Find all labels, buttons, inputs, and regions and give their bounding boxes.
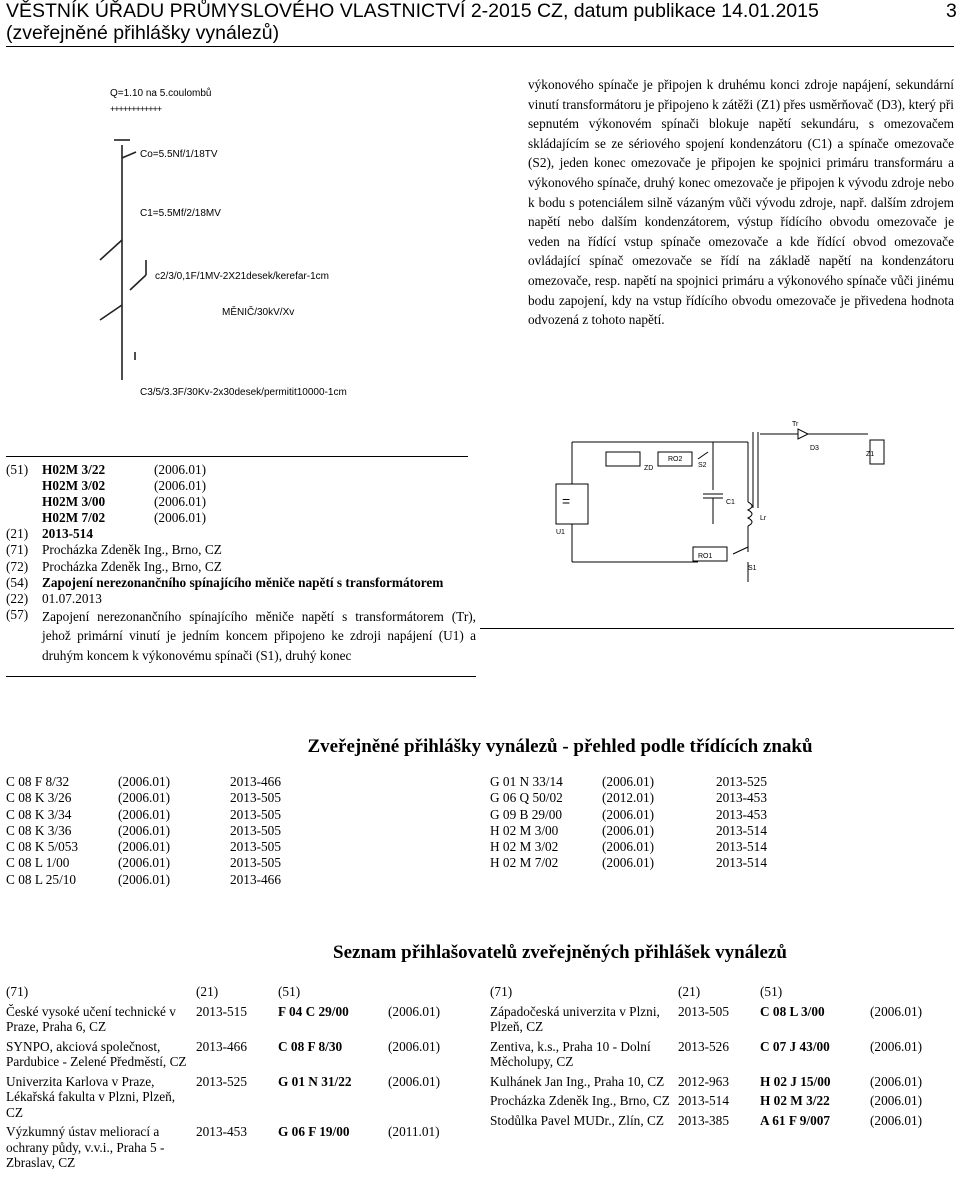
date: (2006.01) <box>870 1073 923 1089</box>
page-number: 3 <box>946 0 957 22</box>
class: C 08 F 8/32 <box>6 774 70 789</box>
app-no: 2013-505 <box>678 1003 729 1019</box>
svg-text:S2: S2 <box>698 462 707 469</box>
date: (2006.01) <box>118 790 171 806</box>
head-21: (21) <box>196 984 219 999</box>
sketch-plus-row: ++++++++++++ <box>110 104 162 114</box>
class: C 08 K 5/053 <box>6 839 79 855</box>
abstract-continuation: výkonového spínače je připojen k druhému konci zdroje napájení, sekundární vinutí transformátoru je připojeno k zátěži (Z1) přes usměrňovač (D3), který při sepnutém výkonovém spínači blokuje napětí sekundáru, s omezovačem skládajícím se ze sériového spojení kondenzátoru (C1) a spínače omezovače (S2), jeden konec omezovače je připojen ke spojnici primáru transformáru a výkonového spínače, druhý konec omezovače je připojen k vývodu zdroje nebo k bodu s potenciálem silně vázaným vůči vývodu zdroje, např. dalším zdrojem napětí nebo dalším kondenzátorem, výstup řídícího obvodu omezovače je veden na řídící vstup spínače omezovače a kde řídící obvod omezovače ovládající spínač omezovače se řídí na základě napětí na kondenzátoru omezovače, resp. napětí na spojnici primáru a výkonového spínače vůči jinému bodu zapojení, kdy na vstup řídícího obvodu omezovače je přivedena hodnota odvozená z tohoto napětí. <box>528 77 954 328</box>
applicant: Procházka Zdeněk Ing., Brno, CZ <box>42 542 222 558</box>
class-date: (2006.01) <box>154 494 207 510</box>
head-71: (71) <box>490 984 513 999</box>
class: A 61 F 9/007 <box>760 1112 831 1128</box>
date: (2006.01) <box>602 822 655 838</box>
class: C 08 F 8/30 <box>278 1038 343 1054</box>
date: (2011.01) <box>388 1124 440 1139</box>
date: (2006.01) <box>602 806 655 822</box>
class: G 01 N 31/22 <box>278 1073 352 1089</box>
invention-title: Zapojení nerezonančního spínajícího měniče napětí s transformátorem <box>42 574 444 590</box>
sketch-c1-label: C1=5.5Mf/2/18MV <box>140 208 221 219</box>
date: (2006.01) <box>118 839 171 855</box>
tag-57: (57) <box>6 606 29 622</box>
applicants-right <box>490 984 930 1132</box>
app-no: 2013-385 <box>678 1112 729 1128</box>
bib-bottom-rule <box>6 676 476 677</box>
filing-date: 01.07.2013 <box>42 590 102 606</box>
date: (2006.01) <box>602 839 655 855</box>
applicant-name: SYNPO, akciová společnost, Pardubice - Zelené Předměstí, CZ <box>6 1038 187 1069</box>
class: H 02 J 15/00 <box>760 1073 831 1089</box>
app-no: 2013-505 <box>230 822 281 838</box>
svg-text:C1: C1 <box>726 499 735 506</box>
applicants-left <box>6 984 448 1175</box>
tag-51: (51) <box>6 462 29 477</box>
applicant-name: Stodůlka Pavel MUDr., Zlín, CZ <box>490 1112 664 1128</box>
app-no: 2013-466 <box>230 871 281 887</box>
head-51: (51) <box>278 984 301 999</box>
applicant-name: Procházka Zdeněk Ing., Brno, CZ <box>490 1093 670 1108</box>
class-code: H02M 7/02 <box>42 510 106 526</box>
class-code: H02M 3/00 <box>42 494 106 510</box>
class: C 08 L 1/00 <box>6 855 70 871</box>
svg-text:RO1: RO1 <box>698 553 713 560</box>
app-no: 2013-453 <box>716 790 767 806</box>
overview-title: Zveřejněné přihlášky vynálezů - přehled podle třídících znaků <box>307 736 813 757</box>
class: C 08 K 3/34 <box>6 806 72 822</box>
app-no: 2013-514 <box>716 822 767 838</box>
app-no: 2013-525 <box>716 774 767 789</box>
class: C 08 K 3/26 <box>6 790 72 806</box>
app-no: 2013-466 <box>196 1038 247 1054</box>
class: H 02 M 7/02 <box>490 855 559 871</box>
head-21: (21) <box>678 984 701 999</box>
sketch-c3-label: C3/5/3.3F/30Kv-2x30desek/permitit10000-1cm <box>140 387 347 398</box>
date: (2006.01) <box>870 1003 923 1019</box>
svg-text:D3: D3 <box>810 445 819 452</box>
inventor: Procházka Zdeněk Ing., Brno, CZ <box>42 558 222 574</box>
date: (2006.01) <box>602 855 655 871</box>
class-date: (2006.01) <box>154 510 207 526</box>
date: (2006.01) <box>870 1112 923 1128</box>
date: (2006.01) <box>118 855 171 871</box>
class: C 08 K 3/36 <box>6 822 72 838</box>
svg-text:ZD: ZD <box>644 465 654 472</box>
overview-left-table <box>6 774 281 888</box>
app-no: 2013-525 <box>196 1073 247 1089</box>
applicants-title: Seznam přihlašovatelů zveřejněných přihlášek vynálezů <box>333 942 787 963</box>
sketch-co-label: Co=5.5Nf/1/18TV <box>140 149 218 160</box>
tag-22: (22) <box>6 590 29 606</box>
applicant-name: Kulhánek Jan Ing., Praha 10, CZ <box>490 1073 665 1089</box>
svg-text:Lr: Lr <box>760 515 767 522</box>
date: (2006.01) <box>118 806 171 822</box>
app-no: 2012-963 <box>678 1073 729 1089</box>
class: H 02 M 3/00 <box>490 822 559 838</box>
date: (2006.01) <box>602 774 655 789</box>
applicant-name: Výzkumný ústav meliorací a ochrany půdy, v.v.i., Praha 5 - Zbraslav, CZ <box>6 1124 165 1170</box>
sketch-menic-label: MĚNIČ/30kV/Xv <box>222 307 295 318</box>
class: C 07 J 43/00 <box>760 1038 830 1054</box>
date: (2006.01) <box>118 774 171 789</box>
overview-right-table <box>490 774 767 872</box>
circuit-diagram <box>548 412 908 622</box>
app-no: 2013-453 <box>716 806 767 822</box>
app-no: 2013-514 <box>716 855 767 871</box>
date: (2006.01) <box>118 871 171 887</box>
sketch-c2-label: c2/3/0,1F/1MV-2X21desek/kerefar-1cm <box>155 271 329 282</box>
date: (2006.01) <box>388 1073 441 1089</box>
hand-sketch <box>90 80 510 410</box>
class: H 02 M 3/02 <box>490 839 559 855</box>
sketch-q-label: Q=1.10 na 5.coulombů <box>110 88 212 99</box>
class: F 04 C 29/00 <box>278 1003 349 1019</box>
header-rule <box>6 46 954 47</box>
app-no: 2013-514 <box>678 1093 729 1108</box>
app-no: 2013-505 <box>230 806 281 822</box>
svg-text:=: = <box>562 493 571 509</box>
date: (2006.01) <box>870 1093 923 1108</box>
class-date: (2006.01) <box>154 462 207 477</box>
date: (2006.01) <box>118 822 171 838</box>
app-no: 2013-466 <box>230 774 281 789</box>
applicant-name: Zentiva, k.s., Praha 10 - Dolní Měcholupy, CZ <box>490 1038 651 1069</box>
applicant-name: Západočeská univerzita v Plzni, Plzeň, CZ <box>490 1003 660 1034</box>
head-71: (71) <box>6 984 29 999</box>
class: G 09 B 29/00 <box>490 806 563 822</box>
class-code: H02M 3/02 <box>42 478 106 494</box>
circuit-bottom-rule <box>480 628 954 629</box>
applicant-name: Univerzita Karlova v Praze, Lékařská fakulta v Plzni, Plzeň, CZ <box>6 1073 176 1120</box>
class: G 06 F 19/00 <box>278 1124 350 1139</box>
bibliographic-entry <box>6 462 476 666</box>
app-no: 2013-505 <box>230 855 281 871</box>
tag-54: (54) <box>6 574 29 590</box>
class-date: (2006.01) <box>154 478 207 494</box>
page-header <box>6 0 957 44</box>
bib-top-rule <box>6 456 468 457</box>
app-no: 2013-515 <box>196 1003 247 1019</box>
class: H 02 M 3/22 <box>760 1093 830 1108</box>
tag-72: (72) <box>6 558 29 574</box>
abstract-start: Zapojení nerezonančního spínajícího měniče napětí s transformátorem (Tr), jehož primární vinutí je jedním koncem připojeno ke zdroji napájení (U1) a druhým koncem k výkonovému spínači (S1), druhý konec <box>42 608 476 664</box>
svg-text:Z1: Z1 <box>866 451 875 458</box>
class: G 06 Q 50/02 <box>490 790 563 806</box>
svg-text:S1: S1 <box>748 565 757 572</box>
tag-21: (21) <box>6 526 29 542</box>
application-number: 2013-514 <box>42 526 93 542</box>
applicant-name: České vysoké učení technické v Praze, Praha 6, CZ <box>6 1003 176 1034</box>
class: G 01 N 33/14 <box>490 774 563 789</box>
journal-title: VĚSTNÍK ÚŘADU PRŮMYSLOVÉHO VLASTNICTVÍ 2-2015 CZ, datum publikace 14.01.2015 <box>6 0 819 22</box>
journal-subtitle: (zveřejněné přihlášky vynálezů) <box>6 22 280 44</box>
tag-71: (71) <box>6 542 29 558</box>
date: (2006.01) <box>388 1038 441 1054</box>
class-code: H02M 3/22 <box>42 462 106 477</box>
date: (2006.01) <box>388 1003 441 1019</box>
svg-text:Tr: Tr <box>792 421 799 428</box>
app-no: 2013-505 <box>230 839 281 855</box>
date: (2006.01) <box>870 1038 923 1054</box>
app-no: 2013-453 <box>196 1124 247 1139</box>
date: (2012.01) <box>602 790 655 806</box>
app-no: 2013-505 <box>230 790 281 806</box>
svg-text:U1: U1 <box>556 529 565 536</box>
app-no: 2013-526 <box>678 1038 729 1054</box>
svg-text:RO2: RO2 <box>668 456 683 463</box>
class: C 08 L 3/00 <box>760 1003 825 1019</box>
head-51: (51) <box>760 984 783 999</box>
app-no: 2013-514 <box>716 839 767 855</box>
class: C 08 L 25/10 <box>6 871 77 887</box>
